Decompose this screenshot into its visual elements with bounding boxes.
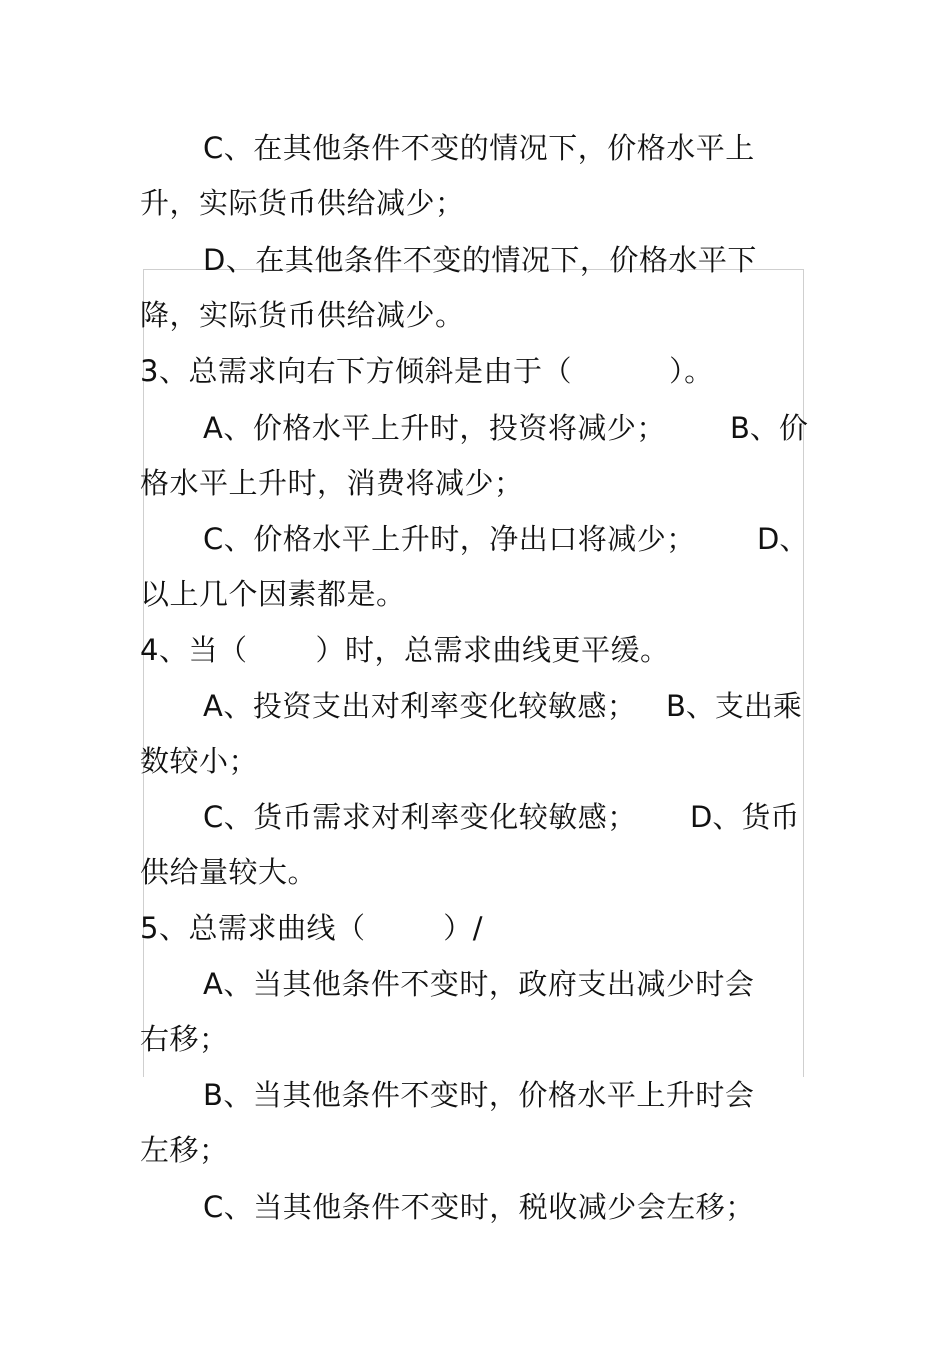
q5-option-a-line-2: 右移； (140, 1022, 229, 1056)
q5-option-a-line-1: A、当其他条件不变时，政府支出减少时会 (203, 967, 755, 1001)
q3-option-c: C、价格水平上升时，净出口将减少； (203, 522, 696, 556)
option-d-line-2: 降，实际货币供给减少。 (140, 298, 465, 332)
q3-option-d-cont: 以上几个因素都是。 (140, 577, 406, 611)
q3-option-b-start: B、价 (730, 411, 808, 445)
option-c-line-1: C、在其他条件不变的情况下，价格水平上 (203, 131, 755, 165)
option-d-line-1: D、在其他条件不变的情况下，价格水平下 (203, 243, 757, 277)
q4-option-c: C、货币需求对利率变化较敏感； (203, 800, 637, 834)
q4-option-b-cont: 数较小； (140, 744, 259, 778)
question-4: 4、当（ ）时，总需求曲线更平缓。 (140, 633, 670, 667)
q4-option-a: A、投资支出对利率变化较敏感； (203, 689, 637, 723)
frame-right-line (803, 269, 804, 1077)
q5-option-b-line-1: B、当其他条件不变时，价格水平上升时会 (203, 1078, 755, 1112)
question-3: 3、总需求向右下方倾斜是由于（ ）。 (140, 354, 714, 388)
q4-option-d-start: D、货币 (690, 800, 800, 834)
q3-option-b-cont: 格水平上升时，消费将减少； (140, 466, 524, 500)
frame-left-line (143, 269, 144, 1077)
question-5: 5、总需求曲线（ ）/ (140, 911, 483, 945)
option-c-line-2: 升，实际货币供给减少； (140, 186, 465, 220)
q3-option-d-start: D、 (757, 522, 809, 556)
q4-option-d-cont: 供给量较大。 (140, 855, 318, 889)
q5-option-c: C、当其他条件不变时，税收减少会左移； (203, 1190, 755, 1224)
q3-option-a: A、价格水平上升时，投资将减少； (203, 411, 666, 445)
q5-option-b-line-2: 左移； (140, 1133, 229, 1167)
q4-option-b-start: B、支出乘 (666, 689, 802, 723)
